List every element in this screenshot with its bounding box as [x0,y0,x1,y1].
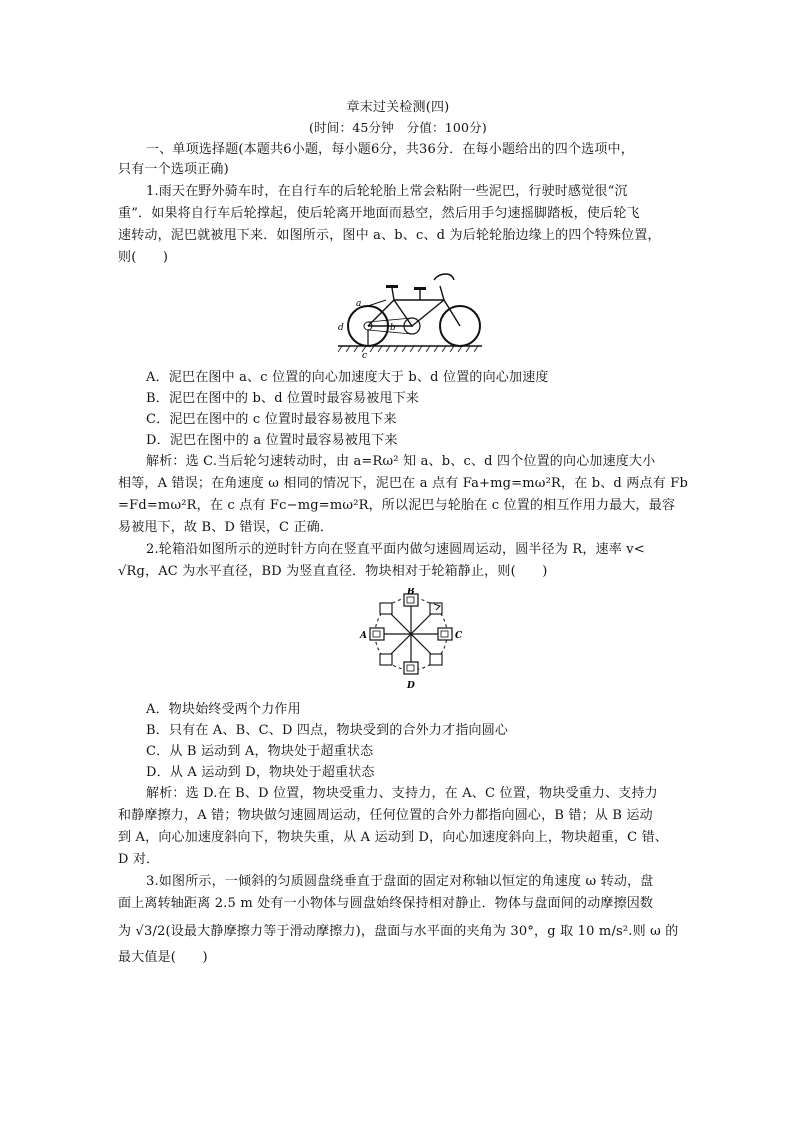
q2-option-c: C．从 B 运动到 A，物块处于超重状态 [146,744,374,759]
q1-analysis-line: 解析：选 C.当后轮匀速转动时，由 a=Rω² 知 a、b、c、d 四个位置的向心加速度大小 [146,454,656,469]
q3-stem-line: 面上离转轴距离 2.5 m 处有一小物体与圆盘始终保持相对静止．物体与盘面间的动摩擦因数 [118,896,654,911]
q1-analysis-line: 相等，A 错误；在角速度 ω 相同的情况下，泥巴在 a 点有 Fa+mg=mω²R，在 b、d 两点有 Fb [118,476,688,491]
q2-analysis-line: 到 A，向心加速度斜向下，物块失重，从 A 运动到 D，向心加速度斜向上，物块超重，C 错、 [118,830,669,845]
q3-stem-line: 最大值是( ) [118,950,208,965]
q2-analysis-line: 和静摩擦力，A 错；物块做匀速圆周运动，任何位置的合外力都指向圆心，B 错；从 B 运动 [118,808,653,823]
q1-option-b: B．泥巴在图中的 b、d 位置时最容易被甩下来 [146,391,420,406]
q1-stem-line: 1.雨天在野外骑车时，在自行车的后轮轮胎上常会粘附一些泥巴，行驶时感觉很“沉 [146,184,628,199]
q2-option-d: D．从 A 运动到 D，物块处于超重状态 [146,765,375,780]
section-heading: 一、单项选择题(本题共6小题，每小题6分，共36分．在每小题给出的四个选项中， [146,142,634,157]
label-b: b [390,323,396,333]
q2-analysis-line: 解析：选 D.在 B、D 位置，物块受重力、支持力，在 A、C 位置，物块受重力、支持力 [146,786,658,801]
q2-analysis-line: D 对． [118,852,160,867]
q1-stem-line: 则( ) [118,250,169,265]
q2-option-a: A．物块始终受两个力作用 [146,702,301,717]
q3-stem-line: 为 √3/2(设最大静摩擦力等于滑动摩擦力)，盘面与水平面的夹角为 30°，g 取 10 m/s².则 ω 的 [118,924,679,939]
q2-stem-line: 2.轮箱沿如图所示的逆时针方向在竖直平面内做匀速圆周运动，圆半径为 R，速率 v< [146,542,645,557]
label-c: c [362,351,368,360]
q1-option-d: D．泥巴在图中的 a 位置时最容易被甩下来 [146,433,398,448]
label-a: a [356,299,362,309]
q2-stem-line: √Rg，AC 为水平直径，BD 为竖直直径．物块相对于轮箱静止，则( ) [118,564,548,579]
label-D: D [407,681,415,691]
label-B: B [407,588,415,597]
page-title: 章末过关检测(四) [346,100,450,115]
label-C: C [455,631,463,641]
q3-stem-line: 3.如图所示，一倾斜的匀质圆盘绕垂直于盘面的固定对称轴以恒定的角速度 ω 转动，盘 [146,874,654,889]
label-A: A [360,631,367,641]
section-heading-cont: 只有一个选项正确) [118,162,229,177]
q1-stem-line: 重”．如果将自行车后轮撑起，使后轮离开地面而悬空，然后用手匀速摇脚踏板，使后轮飞 [118,206,640,221]
bicycle-figure [334,266,484,360]
q1-analysis-line: =Fd=mω²R，在 c 点有 Fc−mg=mω²R，所以泥巴与轮胎在 c 位置的相互作用力最大，最容 [118,498,676,513]
wheel-box-figure [356,588,466,692]
q2-option-b: B．只有在 A、B、C、D 四点，物块受到的合外力才指向圆心 [146,723,509,738]
q1-option-a: A．泥巴在图中 a、c 位置的向心加速度大于 b、d 位置的向心加速度 [146,370,549,385]
page-subtitle: (时间：45分钟 分值：100分) [309,120,487,135]
q1-option-c: C．泥巴在图中的 c 位置时最容易被甩下来 [146,412,397,427]
q1-analysis-line: 易被甩下，故 B、D 错误，C 正确． [118,520,334,535]
q1-stem-line: 速转动，泥巴就被甩下来．如图所示，图中 a、b、c、d 为后轮轮胎边缘上的四个特殊位置， [118,228,661,243]
label-d: d [338,323,344,333]
